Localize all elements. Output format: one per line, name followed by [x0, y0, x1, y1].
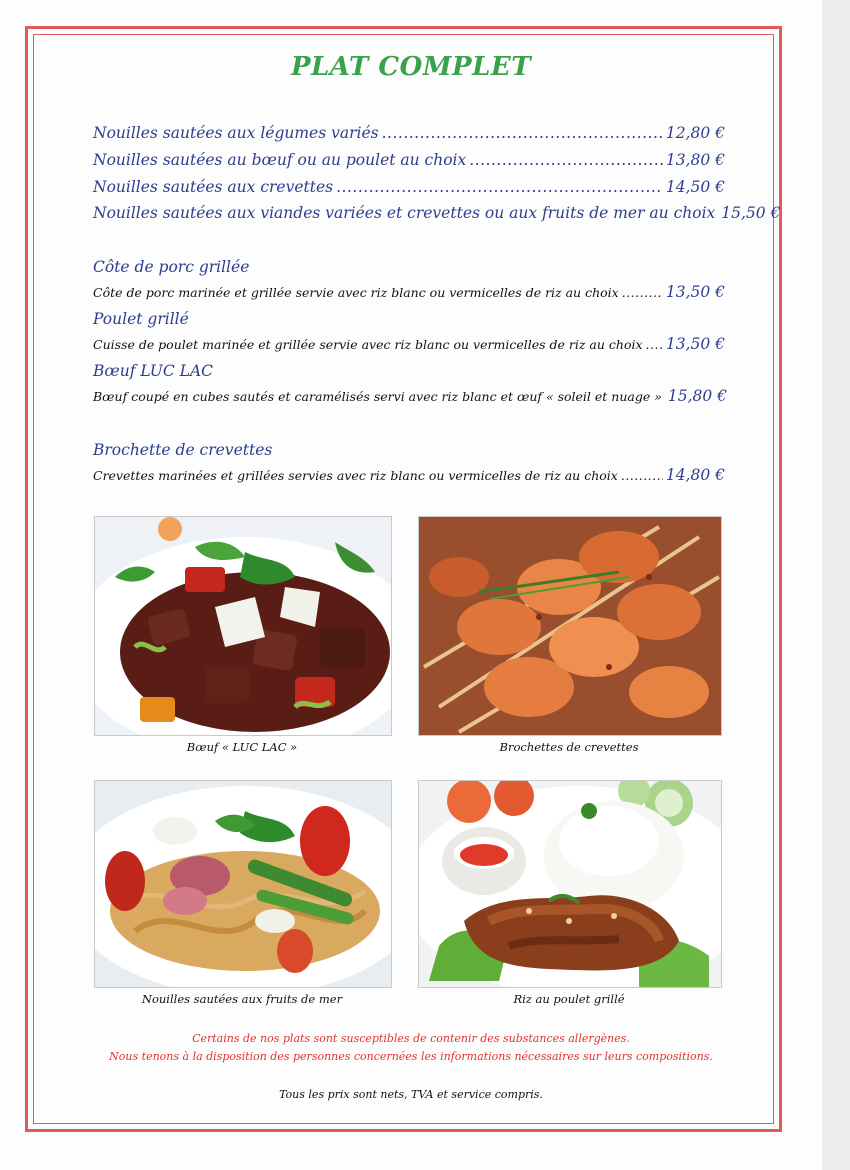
photo-beef-luc-lac [94, 516, 392, 736]
dot-leader [646, 337, 663, 352]
menu-item-noodles-vegetables [93, 124, 725, 142]
beef-luc-lac-image [95, 517, 391, 735]
menu-item-name: Nouilles sautées au bœuf ou au poulet au choix [93, 151, 467, 169]
photo-caption: Bœuf « LUC LAC » [186, 740, 298, 754]
photo-rice-grilled-chicken [418, 780, 722, 988]
photo-caption: Riz au poulet grillé [513, 992, 625, 1006]
menu-item-price: 15,50 € [721, 204, 781, 222]
dish-description: Côte de porc marinée et grillée servie avec riz blanc ou vermicelles de riz au choix [93, 285, 619, 300]
dot-leader [621, 468, 663, 483]
photo-caption: Brochettes de crevettes [499, 740, 639, 754]
menu-item-price: 14,50 € [665, 178, 725, 196]
dish-description: Bœuf coupé en cubes sautés et caramélisés servi avec riz blanc et œuf « soleil et nuage » [93, 389, 662, 404]
menu-item-name: Nouilles sautées aux viandes variées et crevettes ou aux fruits de mer au choix [93, 204, 716, 222]
menu-item-price: 12,80 € [665, 124, 725, 142]
photo-caption: Nouilles sautées aux fruits de mer [141, 992, 343, 1006]
dot-leader [336, 178, 663, 196]
dish-heading-beef: Bœuf LUC LAC [93, 362, 214, 380]
allergen-notice-line-2: Nous tenons à la disposition des personnes concernées les informations nécessaires sur leurs compositions. [109, 1050, 713, 1063]
dish-description: Crevettes marinées et grillées servies avec riz blanc ou vermicelles de riz au choix [93, 468, 618, 483]
dish-price: 13,50 € [665, 335, 725, 353]
dish-heading-shrimp: Brochette de crevettes [93, 441, 273, 459]
menu-item-noodles-mixed [93, 204, 781, 222]
dish-line-chicken [93, 335, 725, 353]
dish-line-shrimp [93, 466, 725, 484]
menu-item-noodles-shrimp [93, 178, 725, 196]
photo-seafood-noodles [94, 780, 392, 988]
dish-price: 13,50 € [665, 283, 725, 301]
dish-line-beef [93, 387, 728, 405]
dish-line-pork [93, 283, 725, 301]
dot-leader [469, 151, 663, 169]
rice-grilled-chicken-image [419, 781, 721, 987]
photo-shrimp-skewers [418, 516, 722, 736]
dot-leader [622, 285, 663, 300]
dish-description: Cuisse de poulet marinée et grillée servie avec riz blanc ou vermicelles de riz au choix [93, 337, 643, 352]
price-footer: Tous les prix sont nets, TVA et service compris. [279, 1088, 543, 1101]
menu-item-price: 13,80 € [665, 151, 725, 169]
dish-price: 15,80 € [667, 387, 728, 405]
seafood-noodles-image [95, 781, 391, 987]
allergen-notice-line-1: Certains de nos plats sont susceptibles de contenir des substances allergènes. [192, 1032, 630, 1045]
menu-item-name: Nouilles sautées aux légumes variés [93, 124, 379, 142]
dot-leader [382, 124, 663, 142]
shrimp-skewers-image [419, 517, 721, 735]
menu-item-noodles-beef-chicken [93, 151, 725, 169]
menu-item-name: Nouilles sautées aux crevettes [93, 178, 334, 196]
dish-heading-pork: Côte de porc grillée [93, 258, 250, 276]
dish-heading-chicken: Poulet grillé [93, 310, 189, 328]
page-title: PLAT COMPLET [290, 52, 532, 82]
dish-price: 14,80 € [665, 466, 725, 484]
